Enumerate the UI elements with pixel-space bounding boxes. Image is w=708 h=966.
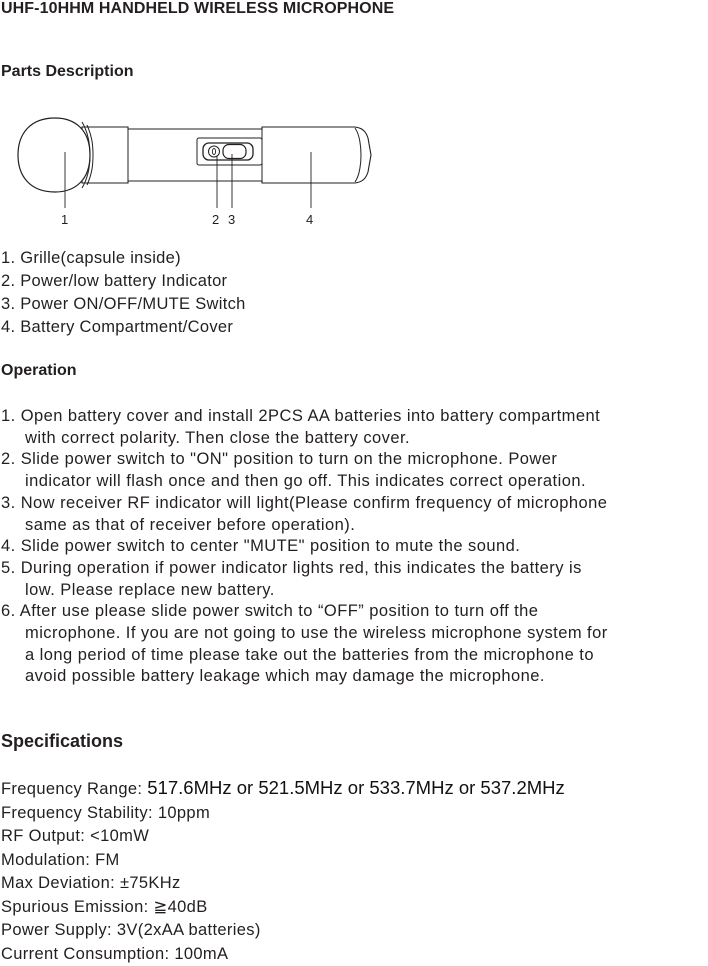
specifications-list <box>1 776 565 966</box>
slide-switch <box>223 145 246 159</box>
operation-step: 1. Open battery cover and install 2PCS AA batteries into battery compartment with correct polarity. Then close the battery cover. <box>1 406 608 449</box>
spec-line: RF Output: <10mW <box>1 825 565 849</box>
parts-heading: Parts Description <box>1 63 133 81</box>
diagram-label-2: 2 <box>212 212 219 227</box>
operation-heading: Operation <box>1 362 77 380</box>
operation-step: 2. Slide power switch to "ON" position to turn on the microphone. Power indicator will flash once and then go off. This indicates correct operation. <box>1 449 608 492</box>
parts-item: 2. Power/low battery Indicator <box>1 270 246 293</box>
operation-step: 4. Slide power switch to center "MUTE" position to mute the sound. <box>1 536 608 558</box>
spec-line: Frequency Stability: 10ppm <box>1 802 565 826</box>
microphone-diagram <box>0 110 400 235</box>
specifications-heading: Specifications <box>1 731 123 752</box>
spec-frequency-range: Frequency Range: 517.6MHz or 521.5MHz or 533.7MHz or 537.2MHz <box>1 776 565 802</box>
parts-item: 4. Battery Compartment/Cover <box>1 316 246 339</box>
parts-item: 3. Power ON/OFF/MUTE Switch <box>1 293 246 316</box>
operation-step: 3. Now receiver RF indicator will light(Please confirm frequency of microphone same as that of receiver before operation). <box>1 493 608 536</box>
diagram-label-4: 4 <box>306 212 313 227</box>
microphone-body <box>82 127 371 183</box>
operation-step: 5. During operation if power indicator lights red, this indicates the battery is low. Please replace new battery. <box>1 558 608 601</box>
operation-step: 6. After use please slide power switch to “OFF” position to turn off the microphone. If you are not going to use the wireless microphone system for a long period of time please take out the batteries from the microphone to avoid possible battery leakage which may damage the microphone. <box>1 601 608 688</box>
spec-line: Max Deviation: ±75KHz <box>1 872 565 896</box>
parts-list <box>1 247 246 339</box>
spec-line: Current Consumption: 100mA <box>1 943 565 966</box>
spec-line: Power Supply: 3V(2xAA batteries) <box>1 919 565 943</box>
spec-line: Spurious Emission: ≧40dB <box>1 896 565 920</box>
grille-icon <box>18 118 93 192</box>
power-indicator <box>209 146 220 157</box>
diagram-label-3: 3 <box>228 212 235 227</box>
spec-line: Modulation: FM <box>1 849 565 873</box>
parts-item: 1. Grille(capsule inside) <box>1 247 246 270</box>
power-switch <box>197 138 262 165</box>
operation-steps <box>1 406 608 688</box>
diagram-label-1: 1 <box>61 212 68 227</box>
frequency-range-value: 517.6MHz or 521.5MHz or 533.7MHz or 537.2MHz <box>147 777 564 798</box>
document-title: UHF-10HHM HANDHELD WIRELESS MICROPHONE <box>1 0 394 18</box>
